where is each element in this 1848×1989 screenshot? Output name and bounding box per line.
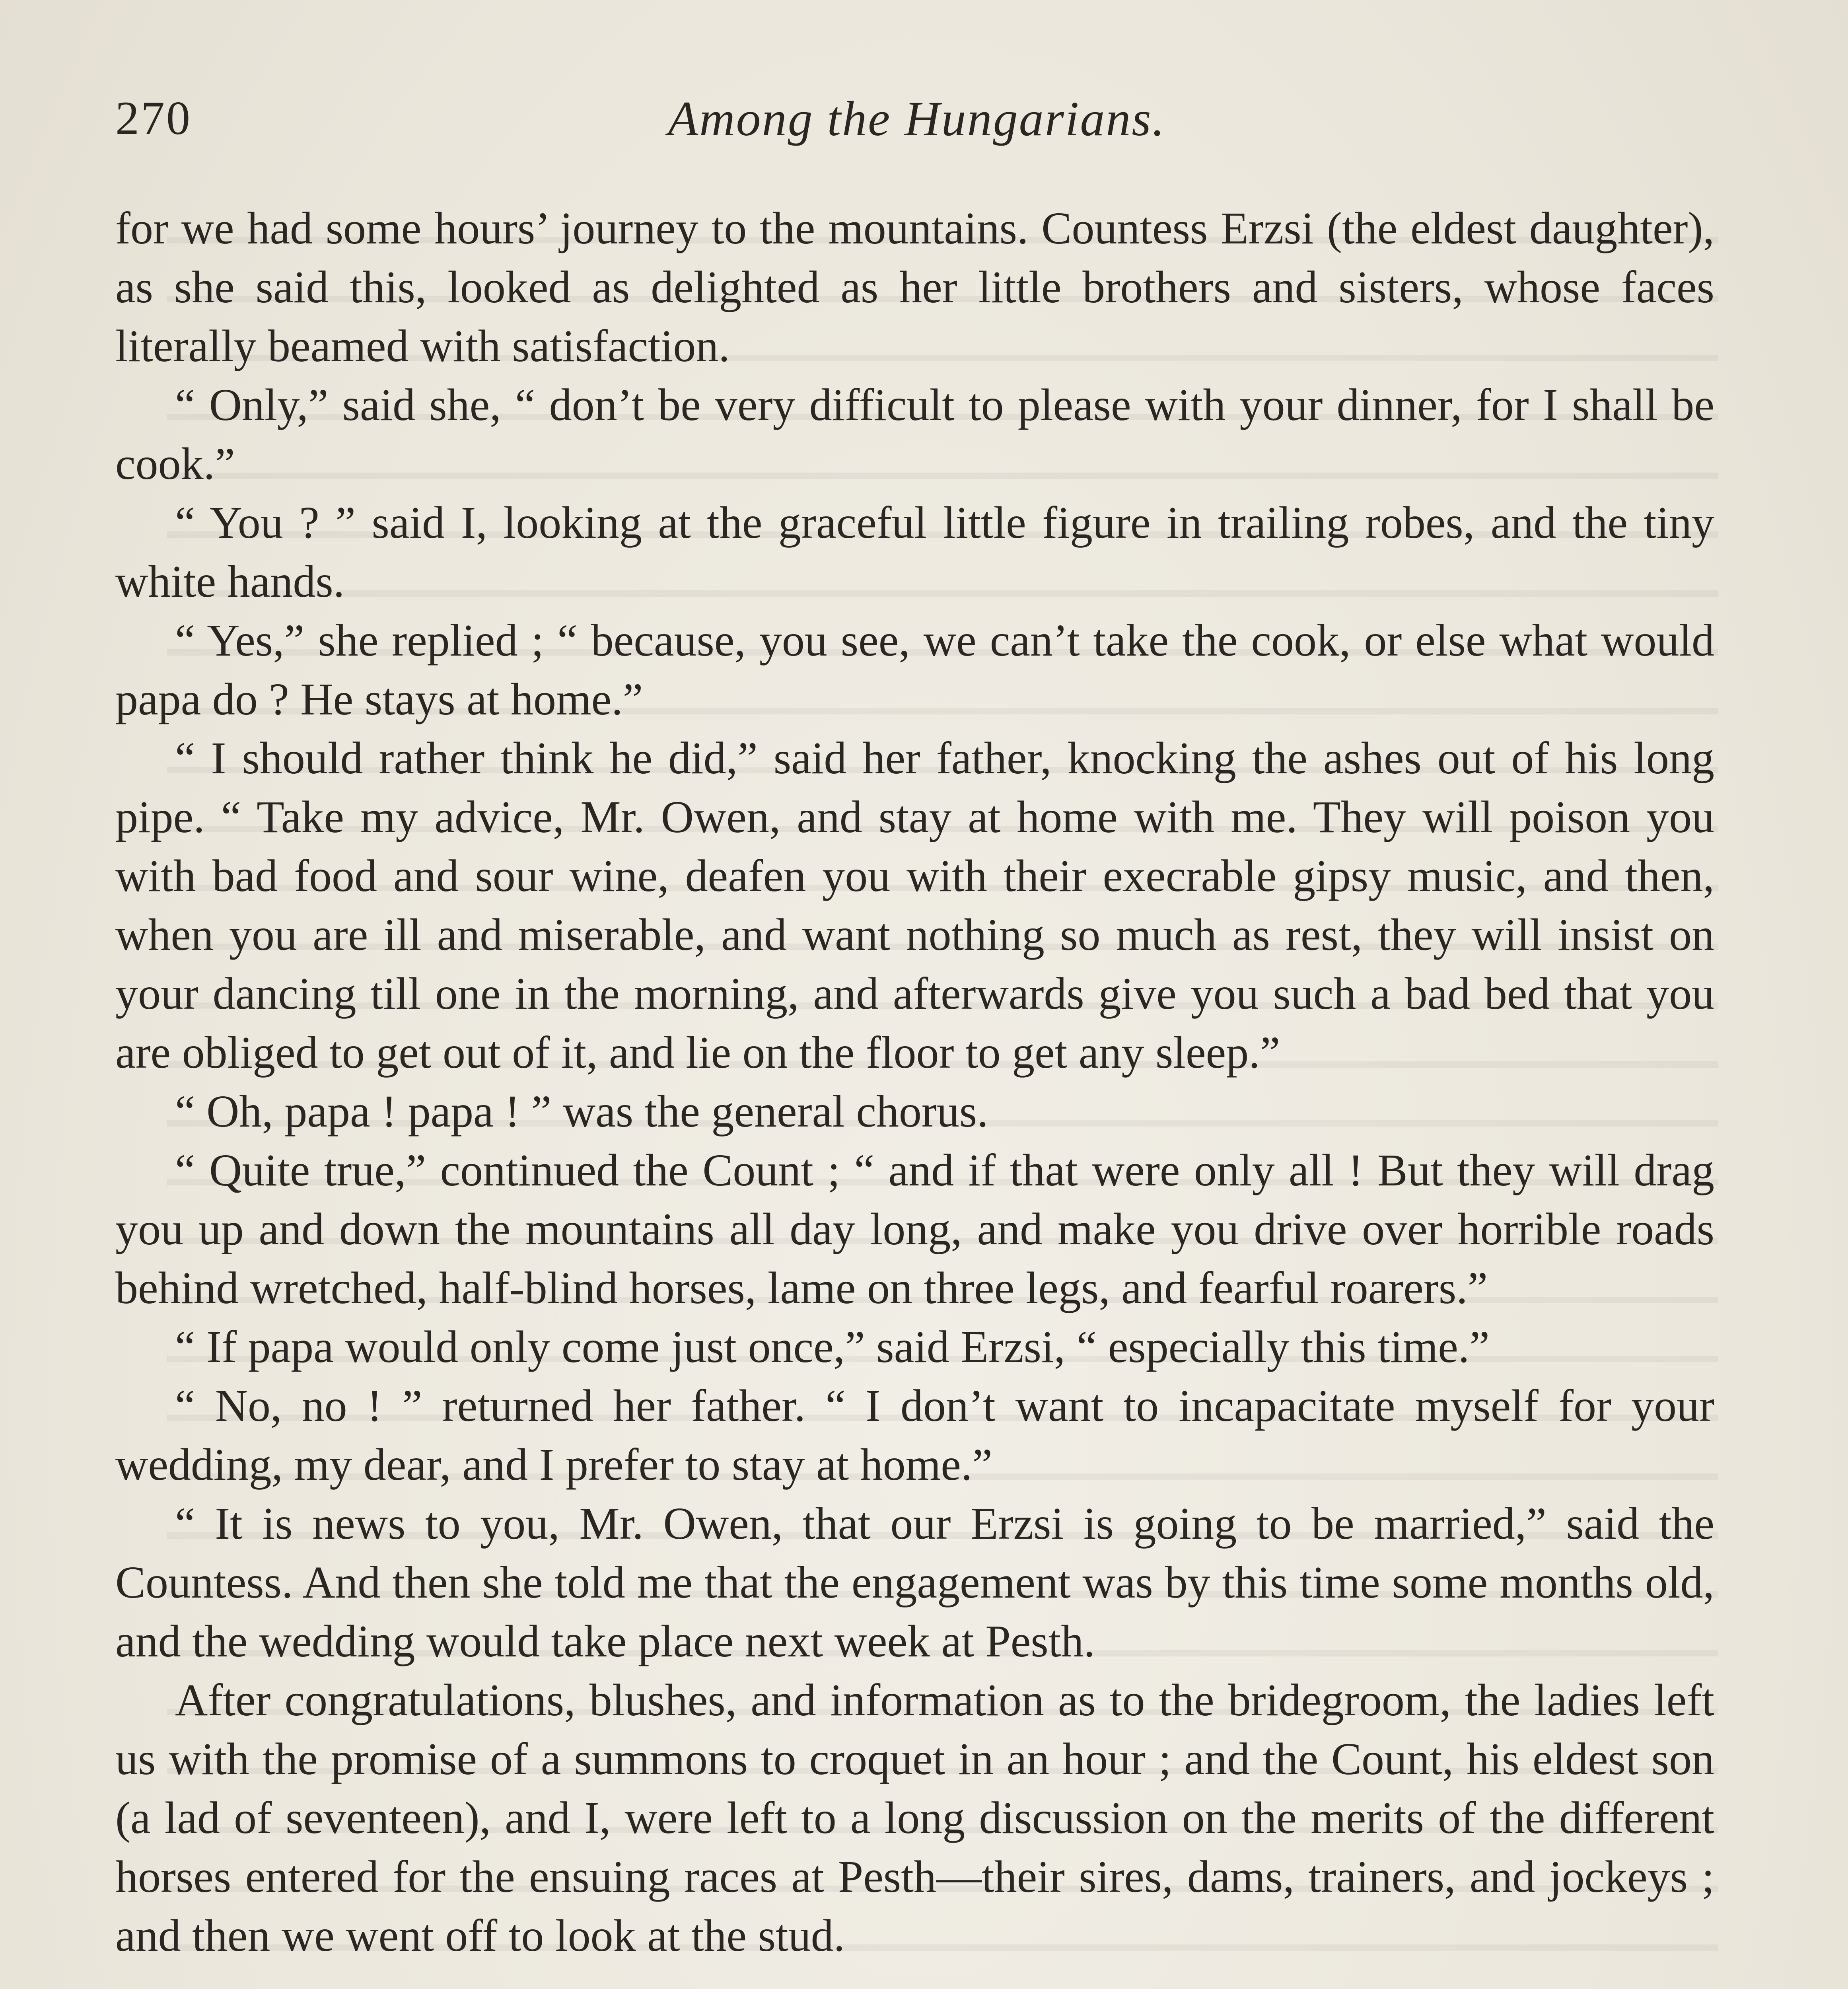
paragraph: “ Oh, papa ! papa ! ” was the general chorus. <box>175 1086 988 1137</box>
body-text <box>115 199 1714 1989</box>
paragraph: “ Yes,” she replied ; “ because, you see, we can’t take the cook, or else what would papa do ? He stays at home.” <box>115 615 1714 724</box>
paragraph: “ It is news to you, Mr. Owen, that our Erzsi is going to be married,” said the Countess. And then she told me that the engagement was by this time some months old, and the wedding would take place next week at Pesth. <box>115 1498 1714 1666</box>
paragraph: “ If papa would only come just once,” said Erzsi, “ especially this time.” <box>175 1321 1490 1372</box>
paragraph: “ You ? ” said I, looking at the graceful little figure in trailing robes, and the tiny white hands. <box>115 497 1714 607</box>
paragraph: “ Only,” said she, “ don’t be very difficult to please with your dinner, for I shall be cook.” <box>115 380 1714 489</box>
paragraph: “ I should rather think he did,” said her father, knocking the ashes out of his long pipe. “ Take my advice, Mr. Owen, and stay at home with me. They will poison you with bad food and sour wine, deafen you with their execrable gipsy music, and then, when you are ill and miserable, and want nothing so much as rest, they will insist on your dancing till one in the morning, and afterwards give you such a bad bed that you are obliged to get out of it, and lie on the floor to get any sleep.” <box>115 733 1714 1078</box>
page-number: 270 <box>115 91 192 144</box>
paragraph: “ No, no ! ” returned her father. “ I don’t want to incapacitate myself for your wedding, my dear, and I prefer to stay at home.” <box>115 1380 1714 1490</box>
running-head-title: Among the Hungarians. <box>668 91 1166 146</box>
paragraph: After congratulations, blushes, and information as to the bridegroom, the ladies left us with the promise of a summons to croquet in an hour ; and the Count, his eldest son (a lad of seventeen), and I, were left to a long discussion on the merits of the different horses entered for the ensuing races at Pesth—their sires, dams, trainers, and jockeys ; and then we went off to look at the stud. <box>115 1675 1714 1961</box>
paragraph: for we had some hours’ journey to the mountains. Countess Erzsi (the eldest daughter), as she said this, looked as delighted as her little brothers and sisters, whose faces literally beamed with satisfaction. <box>115 203 1714 371</box>
running-head <box>115 91 1718 154</box>
paragraph: “ Quite true,” continued the Count ; “ and if that were only all ! But they will drag you up and down the mountains all day long, and make you drive over horrible roads behind wretched, half-blind horses, lame on three legs, and fearful roarers.” <box>115 1145 1714 1313</box>
